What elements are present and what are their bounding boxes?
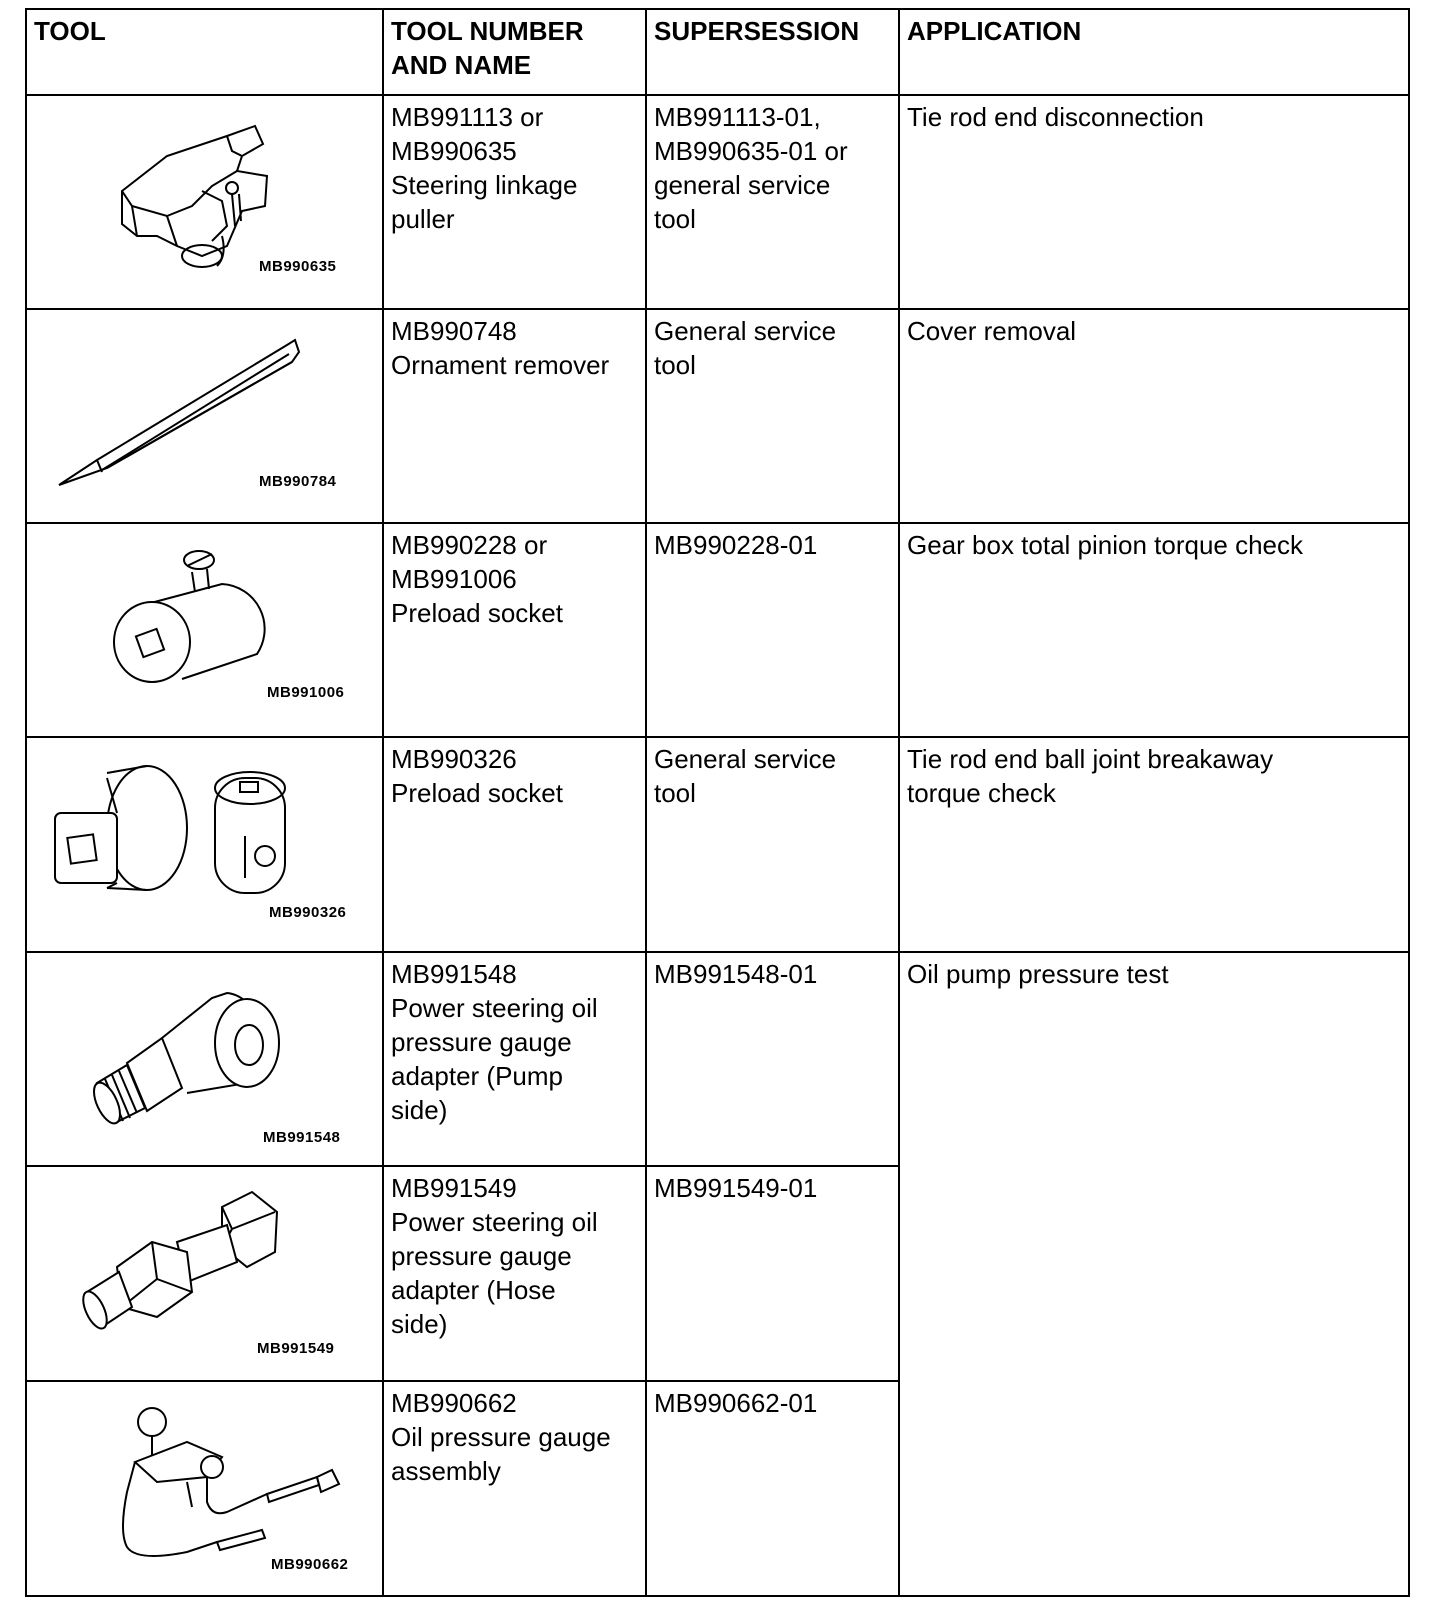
table-row [26,309,1409,523]
figure-label: MB990662 [271,1556,349,1573]
figure-label: MB991006 [267,684,345,701]
tool-figure-cell [26,309,383,523]
figure-label: MB990635 [259,258,337,275]
figure-label: MB990784 [259,473,337,490]
tool-figure-cell [26,95,383,309]
supersession-cell: MB991548-01 [646,952,899,1166]
application-cell: Cover removal [899,309,1409,523]
application-cell: Tie rod end disconnection [899,95,1409,309]
header-supersession: SUPERSESSION [646,9,899,95]
special-tools-table [25,8,1410,1597]
tool-number-cell: MB991113 or MB990635 Steering linkage puller [383,95,646,309]
figure-label: MB991549 [257,1340,335,1357]
tool-number-cell: MB990662 Oil pressure gauge assembly [383,1381,646,1596]
header-tool: TOOL [26,9,383,95]
application-cell: Gear box total pinion torque check [899,523,1409,737]
tool-number-cell: MB991549 Power steering oil pressure gauge adapter (Hose side) [383,1166,646,1381]
tool-figure-cell [26,737,383,952]
tool-figure-cell [26,523,383,737]
table-row [26,737,1409,952]
figure-label: MB991548 [263,1129,341,1146]
tool-figure-cell [26,1166,383,1381]
figure-label: MB990326 [269,904,347,921]
supersession-cell: MB991113-01, MB990635-01 or general service tool [646,95,899,309]
supersession-cell: MB991549-01 [646,1166,899,1381]
supersession-cell: MB990228-01 [646,523,899,737]
tool-number-cell: MB990326 Preload socket [383,737,646,952]
table-row [26,523,1409,737]
header-application: APPLICATION [899,9,1409,95]
supersession-cell: General service tool [646,309,899,523]
tool-number-cell: MB990228 or MB991006 Preload socket [383,523,646,737]
header-tool-number: TOOL NUMBER AND NAME [383,9,646,95]
application-cell: Tie rod end ball joint breakaway torque check [899,737,1409,952]
table-row [26,952,1409,1166]
tool-number-cell: MB991548 Power steering oil pressure gauge adapter (Pump side) [383,952,646,1166]
supersession-cell: General service tool [646,737,899,952]
application-cell: Oil pump pressure test [899,952,1409,1596]
table-row [26,95,1409,309]
supersession-cell: MB990662-01 [646,1381,899,1596]
tool-figure-cell [26,1381,383,1596]
tool-figure-cell [26,952,383,1166]
tool-number-cell: MB990748 Ornament remover [383,309,646,523]
table-header-row [26,9,1409,95]
